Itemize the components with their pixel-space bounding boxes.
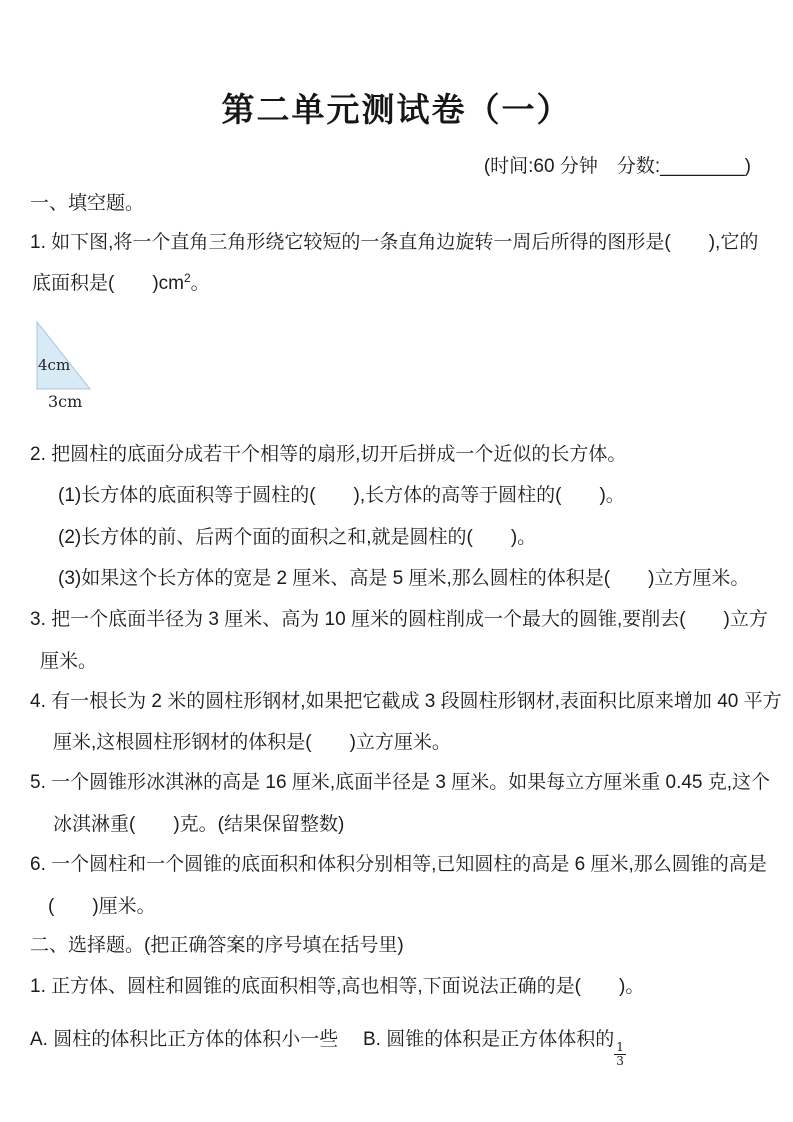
q4-line-2: 厘米,这根圆柱形钢材的体积是( )立方厘米。 <box>53 732 451 753</box>
q6-line-1: 6. 一个圆柱和一个圆锥的底面积和体积分别相等,已知圆柱的高是 6 厘米,那么圆锥的高是 <box>30 854 767 875</box>
triangle-bottom-label: 3cm <box>48 392 83 411</box>
triangle-vertical-label: 4cm <box>38 356 71 374</box>
fraction-denominator: 3 <box>616 1053 624 1068</box>
right-triangle-figure <box>33 317 153 413</box>
section-2-heading-title: 二、选择题。 <box>30 934 145 956</box>
s2-q1-option-b <box>363 1028 626 1067</box>
q1-line-1: 1. 如下图,将一个直角三角形绕它较短的一条直角边旋转一周后所得的图形是( ),它的 <box>30 232 759 253</box>
q6-line-2: ( )厘米。 <box>48 896 156 917</box>
cm-squared-superscript: 2 <box>183 271 191 285</box>
q1-line-2 <box>32 272 210 296</box>
page-title: 第二单元测试卷（一） <box>221 90 572 129</box>
s2-q1-option-a: A. 圆柱的体积比正方体的体积小一些 <box>30 1029 339 1050</box>
option-b-text: B. 圆锥的体积是正方体体积的 <box>363 1029 615 1050</box>
q1-line-2-end: 。 <box>190 273 210 294</box>
one-third-fraction <box>614 1041 626 1067</box>
q2-sub-3: (3)如果这个长方体的宽是 2 厘米、高是 5 厘米,那么圆柱的体积是( )立方厘米。 <box>58 568 750 589</box>
q3-line-1: 3. 把一个底面半径为 3 厘米、高为 10 厘米的圆柱削成一个最大的圆锥,要削去( )立方 <box>30 609 768 630</box>
q2-line-1: 2. 把圆柱的底面分成若干个相等的扇形,切开后拼成一个近似的长方体。 <box>30 444 627 465</box>
time-score-line: (时间:60 分钟 分数:________) <box>483 156 751 177</box>
q2-sub-2: (2)长方体的前、后两个面的面积之和,就是圆柱的( )。 <box>58 527 537 548</box>
s2-q1: 1. 正方体、圆柱和圆锥的底面积相等,高也相等,下面说法正确的是( )。 <box>30 976 645 997</box>
q1-line-2-text: 底面积是( )cm <box>32 273 184 294</box>
q5-line-2: 冰淇淋重( )克。(结果保留整数) <box>53 814 345 835</box>
q4-line-1: 4. 有一根长为 2 米的圆柱形钢材,如果把它截成 3 段圆柱形钢材,表面积比原来增加 40 平方 <box>30 691 782 712</box>
section-1-heading: 一、填空题。 <box>30 192 145 214</box>
q5-line-1: 5. 一个圆锥形冰淇淋的高是 16 厘米,底面半径是 3 厘米。如果每立方厘米重 0.45 克,这个 <box>30 772 771 793</box>
q2-sub-1: (1)长方体的底面积等于圆柱的( ),长方体的高等于圆柱的( )。 <box>58 485 625 506</box>
section-2-heading-note: (把正确答案的序号填在括号里) <box>144 935 404 956</box>
q3-line-2: 厘米。 <box>40 651 98 672</box>
section-2-heading <box>30 934 404 958</box>
fraction-numerator: 1 <box>616 1040 624 1054</box>
